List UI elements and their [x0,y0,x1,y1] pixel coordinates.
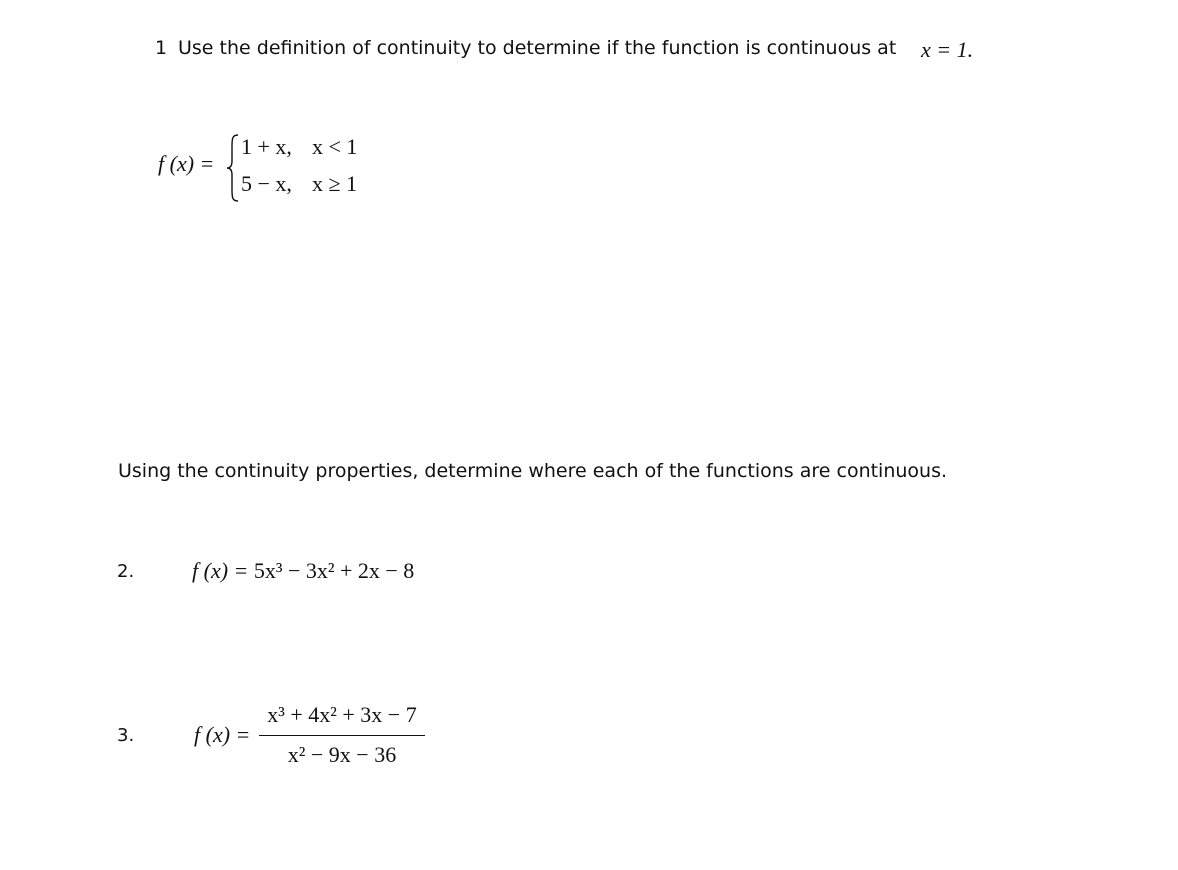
section-instruction: Using the continuity properties, determine where each of the functions are continuous. [118,460,948,482]
piecewise-case-2-expression: 5 − x, [241,171,292,196]
problem-1-number: 1 [155,37,168,59]
problem-2-equation [192,560,414,582]
problem-1-instruction: Use the definition of continuity to determine if the function is continuous at [178,37,897,59]
problem-3-numerator: x³ + 4x² + 3x − 7 [267,702,417,727]
left-brace [226,133,240,203]
piecewise-function-lhs: f (x) = [158,151,215,176]
piecewise-case-2-condition: x ≥ 1 [312,171,358,196]
problem-1-point: x = 1. [921,37,974,62]
fraction-bar [259,735,425,736]
problem-3-number: 3. [117,725,135,746]
problem-3-denominator: x² − 9x − 36 [287,742,397,767]
piecewise-case-1-expression: 1 + x, [241,134,292,159]
piecewise-case-1-condition: x < 1 [312,134,358,159]
problem-3-fraction [257,700,427,770]
problem-2-rhs: 5x³ − 3x² + 2x − 8 [253,558,415,583]
problem-3-lhs: f (x) = [194,722,251,747]
problem-2-lhs: f (x) = [192,558,249,583]
problem-2-number: 2. [117,561,135,582]
